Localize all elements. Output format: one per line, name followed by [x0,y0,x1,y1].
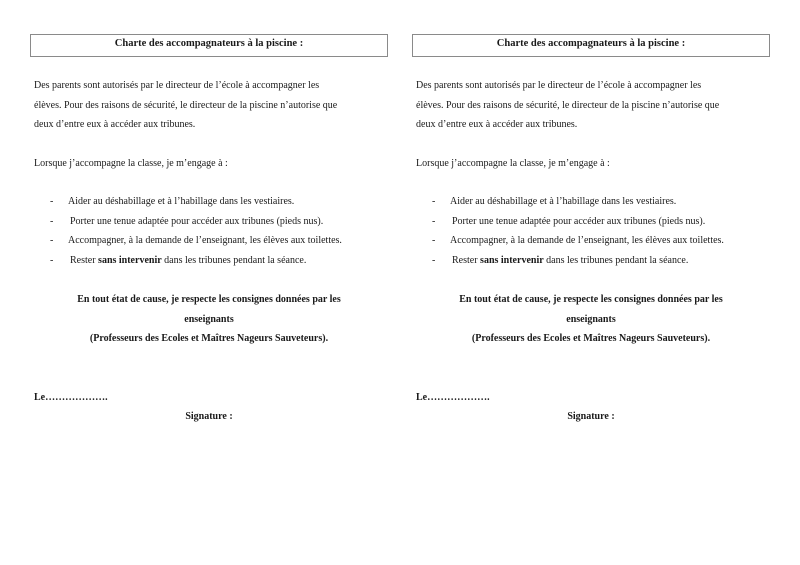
engagement-intro: Lorsque j’accompagne la classe, je m’engage à : [416,158,610,169]
engagement-intro: Lorsque j’accompagne la classe, je m’engage à : [34,158,228,169]
bullet-dash: - [432,215,436,227]
list-item-text-pre: Rester [452,254,481,266]
intro-line: deux d’entre eux à accéder aux tribunes. [416,119,578,131]
intro-line: élèves. Pour des raisons de sécurité, le directeur de la piscine n’autorise que [416,99,720,111]
list-item [412,212,724,232]
bullet-dash: - [50,196,54,207]
intro-paragraph [416,76,770,135]
closing-line: (Professeurs des Ecoles et Maîtres Nageurs Sauveteurs). [89,333,329,345]
bullet-dash: - [50,215,54,227]
signature-label: Signature : [185,411,233,422]
charter-title: Charte des accompagnateurs à la piscine : [412,34,770,57]
intro-line: Des parents sont autorisés par le directeur de l’école à accompagner les [34,80,320,91]
list-item-text: Accompagner, à la demande de l’enseignant, les élèves aux toilettes. [450,235,724,247]
signature-label: Signature : [567,411,615,422]
bullet-dash: - [50,254,54,266]
intro-paragraph [34,76,388,135]
closing-statement [412,290,770,349]
list-item [30,231,342,251]
bullet-dash: - [432,235,436,247]
date-field: Le………………. [416,392,490,403]
list-item-text-bold: sans intervenir [98,254,162,266]
charter-right [412,34,770,422]
list-item-text-post: dans les tribunes pendant la séance. [161,254,307,266]
closing-line: (Professeurs des Ecoles et Maîtres Nageurs Sauveteurs). [471,333,711,345]
list-item-text-pre: Rester [70,254,99,266]
list-item-text: Porter une tenue adaptée pour accéder aux tribunes (pieds nus). [452,215,706,227]
bullet-dash: - [50,235,54,247]
list-item [30,251,342,271]
intro-line: élèves. Pour des raisons de sécurité, le directeur de la piscine n’autorise que [34,99,338,111]
bullet-dash: - [432,254,436,266]
list-item-text: Aider au déshabillage et à l’habillage dans les vestiaires. [450,196,677,207]
list-item [412,231,724,251]
closing-statement [30,290,388,349]
list-item-text: Porter une tenue adaptée pour accéder aux tribunes (pieds nus). [70,215,324,227]
closing-line: enseignants [184,313,234,325]
charter-left [30,34,388,422]
date-field: Le………………. [34,392,108,403]
closing-line: enseignants [566,313,616,325]
charter-title: Charte des accompagnateurs à la piscine : [30,34,388,57]
commitment-list [30,192,342,270]
bullet-dash: - [432,196,436,207]
list-item [412,251,724,271]
intro-line: Des parents sont autorisés par le directeur de l’école à accompagner les [416,80,702,91]
closing-line: En tout état de cause, je respecte les consignes données par les [77,294,341,305]
closing-line: En tout état de cause, je respecte les consignes données par les [459,294,723,305]
list-item-text: Aider au déshabillage et à l’habillage dans les vestiaires. [68,196,295,207]
list-item-text-post: dans les tribunes pendant la séance. [543,254,689,266]
list-item-text-bold: sans intervenir [480,254,544,266]
commitment-list [412,192,724,270]
list-item-text: Accompagner, à la demande de l’enseignant, les élèves aux toilettes. [68,235,342,247]
intro-line: deux d’entre eux à accéder aux tribunes. [34,119,196,131]
list-item [30,212,342,232]
list-item [412,192,724,212]
list-item [30,192,342,212]
